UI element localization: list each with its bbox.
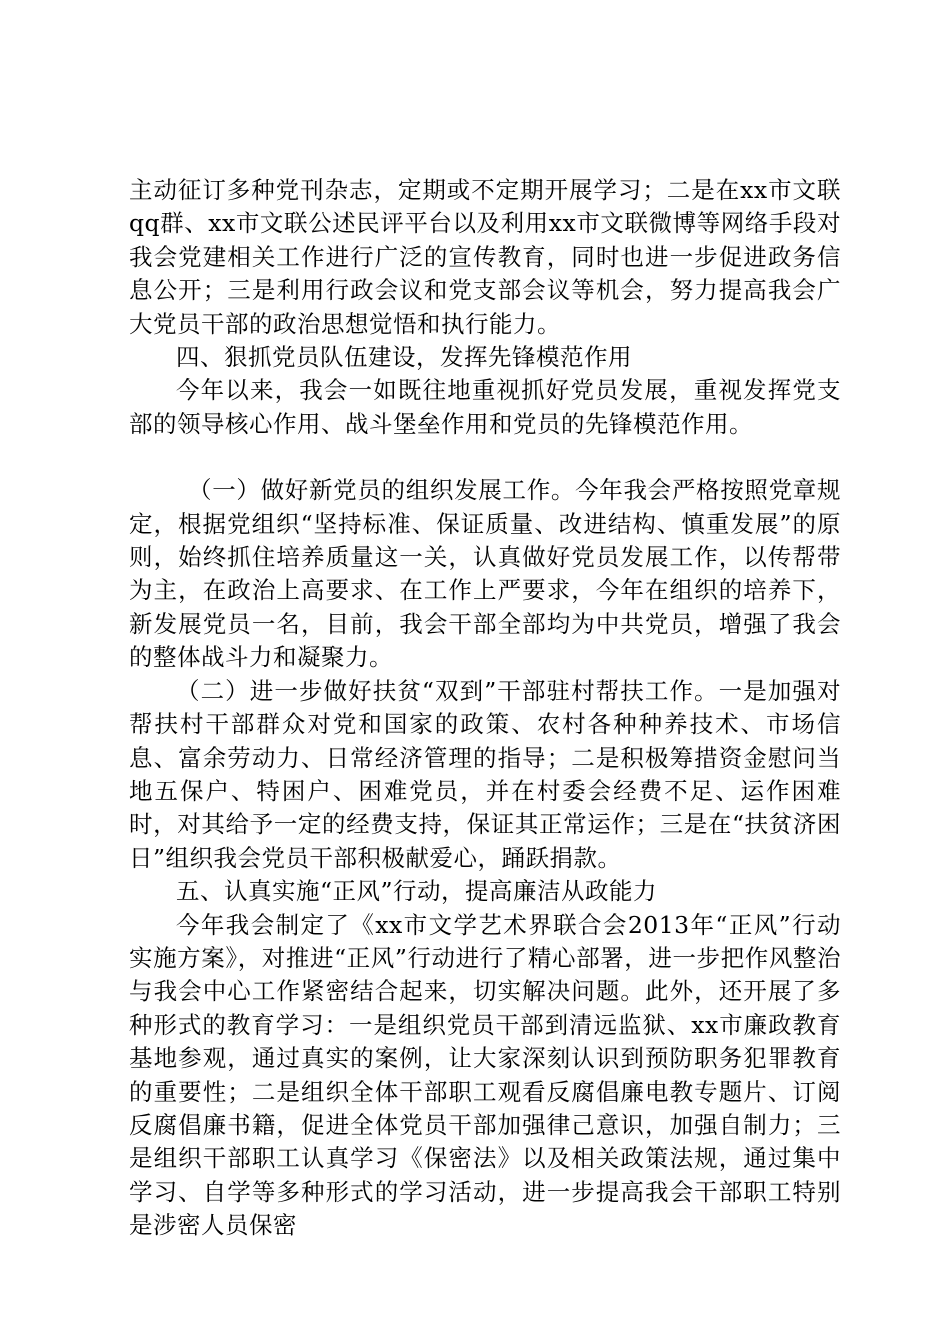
paragraph-intro: 今年以来，我会一如既往地重视抓好党员发展，重视发挥党支部的领导核心作用、战斗堡垒作用和党员的先锋模范作用。	[129, 376, 841, 438]
document-body	[129, 174, 841, 1243]
section-heading-5: 五、认真实施“正风”行动，提高廉洁从政能力	[176, 877, 658, 906]
paragraph-sub-2: （二）进一步做好扶贫“双到”干部驻村帮扶工作。一是加强对帮扶村干部群众对党和国家的政策、农村各种种养技术、市场信息、富余劳动力、日常经济管理的指导；二是积极筹措资金慰问当地五保户、特困户、困难党员，并在村委会经费不足、运作困难时，对其给予一定的经费支持，保证其正常运作；三是在“扶贫济困日”组织我会党员干部积极献爱心，踊跃捐款。	[129, 676, 841, 872]
paragraph-sub-1: （一）做好新党员的组织发展工作。今年我会严格按照党章规定，根据党组织“坚持标准、保证质量、改进结构、慎重发展”的原则，始终抓住培养质量这一关，认真做好党员发展工作，以传帮带为主，在政治上高要求、在工作上严要求，今年在组织的培养下，新发展党员一名，目前，我会干部全部均为中共党员，增强了我会的整体战斗力和凝聚力。	[129, 476, 841, 672]
paragraph-gap	[129, 441, 841, 474]
section-heading-4: 四、狠抓党员队伍建设，发挥先锋模范作用	[176, 343, 632, 372]
paragraph-continuation: 主动征订多种党刊杂志，定期或不定期开展学习；二是在xx市文联qq群、xx市文联公述民评平台以及利用xx市文联微博等网络手段对我会党建相关工作进行广泛的宣传教育，同时也进一步促进政务信息公开；三是利用行政会议和党支部会议等机会，努力提高我会广大党员干部的政治思想觉悟和执行能力。	[129, 176, 841, 338]
paragraph-zhengfeng: 今年我会制定了《xx市文学艺术界联合会2013年“正风”行动实施方案》，对推进“正风”行动进行了精心部署，进一步把作风整治与我会中心工作紧密结合起来，切实解决问题。此外，还开展了多种形式的教育学习：一是组织党员干部到清远监狱、xx市廉政教育基地参观，通过真实的案例，让大家深刻认识到预防职务犯罪教育的重要性；二是组织全体干部职工观看反腐倡廉电教专题片、订阅反腐倡廉书籍，促进全体党员干部加强律己意识，加强自制力；三是组织干部职工认真学习《保密法》以及相关政策法规，通过集中学习、自学等多种形式的学习活动，进一步提高我会干部职工特别是涉密人员保密	[129, 910, 841, 1240]
